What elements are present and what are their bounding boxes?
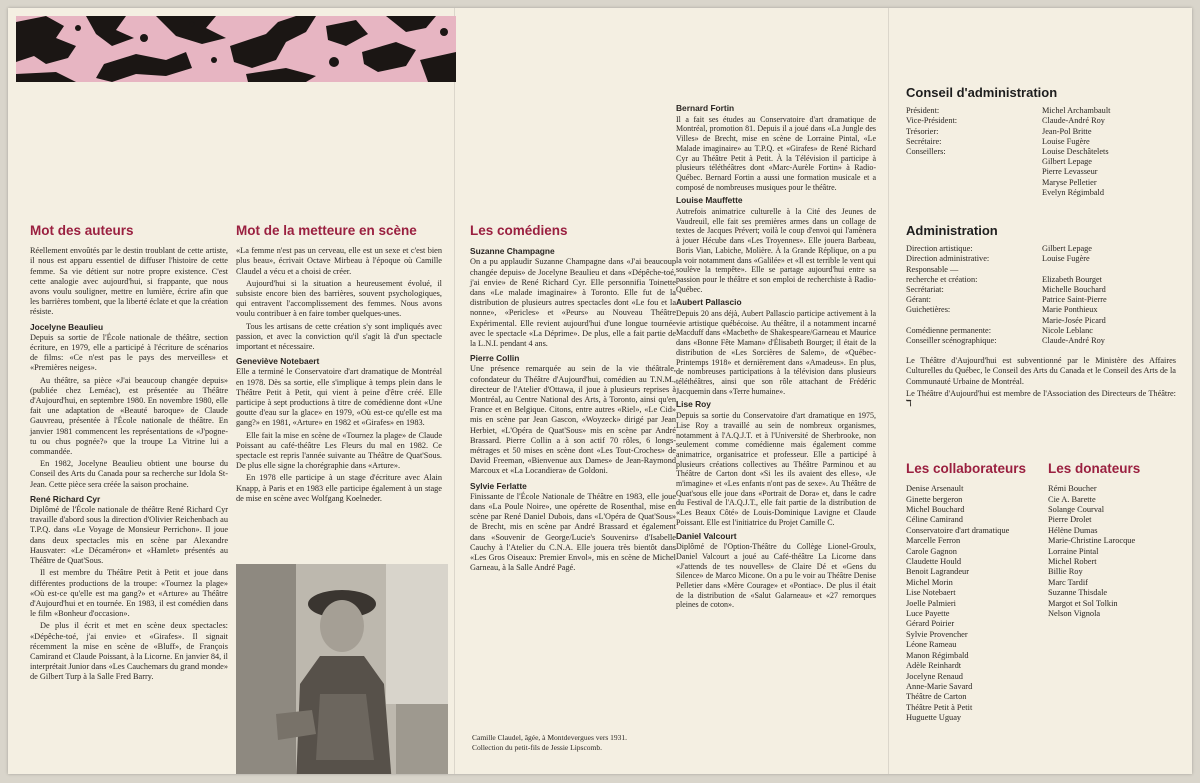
authors-intro: Réellement envoûtés par le destin troublant de cette artiste, il nous est apparu essentiel de diffuser l'histoire de cette femme. Sa vie détient sur notre propre existence. C'est cette analogie avec aujourd'hui, si frappante, que nous avons voulu souligner, mettre en lumière, écrire afin que les barrières tombent, que la liberté éclate et que la création résiste.	[30, 246, 228, 317]
collaborator-name: Gérard Poirier	[906, 619, 955, 629]
staff-row-label: Comédienne permanente:	[906, 325, 992, 335]
board-member-row-value: Louise Fugère	[1042, 136, 1090, 146]
collaborator-name: Denise Arsenault	[906, 484, 964, 494]
actor-name: Lise Roy	[676, 399, 711, 410]
board-member-row-label	[906, 167, 1042, 177]
caption-line: Camille Claudel, âgée, à Montdevergues vers 1931.	[472, 733, 628, 742]
actor-bio: Une présence remarquée au sein de la vie théâtrale, cofondateur du Théâtre d'Aujourd'hui, comédien au T.N.M., directeur de l'Atelier d'Ottawa, il joue à plusieurs reprises à Montréal, au Centre National des Arts, à Toronto, ainsi qu'en France et en Belgique. Citons, entre autres «Riel», «Le Cid» mis en scène par Jean Gascon, «Woyzeck» dirigé par Jean Herbiet, «L'Opéra de Quat'Sous» mis en scène par André Brassard. Pierre Collin a à son actif 70 rôles, 6 longs-métrages et 50 mises en scène dont «Les Tout-Croches» de David Freeman, «Bienvenue aux Dames» de Jean-Raymond Marcoux et «La Locandiera» de Goldoni.	[470, 364, 676, 476]
photo-caption	[472, 733, 682, 752]
staff-row-label: Direction artistique:	[906, 244, 973, 254]
collaborator-name: Lise Notebaert	[906, 588, 956, 598]
staff-row	[906, 275, 1176, 285]
board-list	[906, 106, 1176, 198]
board-member-row	[906, 188, 1176, 198]
collaborator-name: Conservatoire d'art dramatique	[906, 525, 1010, 535]
donor-name: Suzanne Thisdale	[1048, 588, 1108, 598]
actor-bio: Depuis 20 ans déjà, Aubert Pallascio participe activement à la vie artistique québécoise. Au théâtre, il a notamment incarné Macduff dans «Macbeth» de Shakespeare/Garneau et Maurice dans «Bonne Fête Maman» d'Élisabeth Bourget; il était de la distribution de «Les Sorcières de Salem», de «Québec-Printemps 1918» et dernièrement dans «Amadeus». En plus, de nombreuses participations à la télévision dans plusieurs téléthéâtres, ainsi que son rôle attachant de Frédéric Jacquemin dans «Terre humaine».	[676, 309, 876, 396]
board-member-row-value: Pierre Levasseur	[1042, 167, 1098, 177]
director-heading: Mot de la metteure en scène	[236, 223, 417, 238]
staff-row-label: Conseiller scénographique:	[906, 336, 997, 346]
actors-heading: Les comédiens	[470, 223, 568, 238]
ink-splash-graphic	[16, 16, 456, 82]
board-member-row	[906, 167, 1176, 177]
donors-list	[1048, 484, 1184, 619]
donor-name: Michel Robert	[1048, 557, 1097, 567]
actor-name: Louise Mauffette	[676, 195, 743, 206]
board-member-row-label	[906, 157, 1042, 167]
director-intro: Tous les artisans de cette création s'y sont impliqués avec passion, et avec la conviction qu'il s'agit là d'un spectacle important et nécessaire.	[236, 321, 442, 352]
collaborators-section	[906, 461, 1046, 724]
staff-row	[906, 265, 1176, 275]
board-member-row	[906, 178, 1176, 188]
board-heading: Conseil d'administration	[906, 85, 1058, 100]
director-paragraph: En 1978 elle participe à un stage d'écriture avec Alain Knapp, à Paris et en 1983 elle participe également à un stage de mise en scène avec Wolfgang Koelneder.	[236, 473, 442, 503]
board-member-row-label: Secrétaire:	[906, 136, 942, 146]
collaborator-name: Marcelle Ferron	[906, 536, 961, 546]
collaborator-name: Théâtre de Carton	[906, 692, 967, 702]
board-member-row	[906, 137, 1176, 147]
staff-row	[906, 305, 1176, 315]
author-paragraph: De plus il écrit et met en scène deux spectacles: «Dépêche-toé, j'ai envie» et «Girafes». Il signait récemment la mise en scène de «Bluff», de François Camirand et Claude Poissant, à la Licorne. En janvier 84, il interprétait Junior dans «Les Cauchemars du grand monde» de Gilbert Turp à la Salle Fred Barry.	[30, 621, 228, 682]
donor-name: Billie Roy	[1048, 567, 1083, 577]
board-section	[906, 85, 1176, 198]
staff-row-value: Louise Fugère	[1042, 254, 1090, 264]
collaborator-name: Sylvie Provencher	[906, 629, 968, 639]
staff-row-value: Marie Ponthieux	[1042, 305, 1098, 315]
staff-row	[906, 326, 1176, 336]
board-member-row-label	[906, 178, 1042, 188]
staff-row-label: Direction administrative:	[906, 254, 990, 264]
caption-line: Collection du petit-fils de Jessie Lipscomb.	[472, 742, 602, 752]
board-member-row-value: Claude-André Roy	[1042, 116, 1105, 126]
fold-line	[454, 8, 455, 774]
donor-name: Rémi Boucher	[1048, 484, 1097, 494]
board-member-row-value: Louise Deschâtelets	[1042, 147, 1109, 157]
donor-name: Marc Tardif	[1048, 577, 1088, 587]
staff-row-value: Gilbert Lepage	[1042, 244, 1092, 254]
board-member-row-value: Evelyn Régimbald	[1042, 187, 1104, 197]
collaborator-name: Carole Gagnon	[906, 546, 957, 556]
board-member-row	[906, 106, 1176, 116]
collaborator-name: Michel Bouchard	[906, 505, 965, 515]
board-member-row-value: Maryse Pelletier	[1042, 177, 1097, 187]
collaborator-name: Jocelyne Renaud	[906, 671, 963, 681]
membership-note-text: Le Théâtre d'Aujourd'hui est membre de l'Association des Directeurs de Théâtre:	[906, 388, 1176, 398]
donor-name: Pierre Drolet	[1048, 515, 1092, 525]
staff-row	[906, 336, 1176, 346]
staff-row-value: Claude-André Roy	[1042, 336, 1105, 346]
actor-name: Daniel Valcourt	[676, 530, 737, 541]
collaborators-heading: Les collaborateurs	[906, 461, 1027, 476]
director-paragraph: Elle a terminé le Conservatoire d'art dramatique de Montréal en 1978. Dès sa sortie, elle s'implique à temps plein dans le Théâtre Petit à Petit, qui vient à peine d'être créé. Elle participe à sept productions à titre de comédienne dont «Une goutte d'eau sur la glace» en 1979, «Où est-ce qu'elle est ma gang?» en 1981, «Arture» en 1982 et «Girafes» en 1983.	[236, 367, 442, 428]
actor-bio: Il a fait ses études au Conservatoire d'art dramatique de Montréal, promotion 81. Depuis il a joué dans «La Jungle des Villes» de Brecht, mise en scène de Lorraine Pintal, «Le Malade imaginaire» au T.P.Q. et «Girafes» de René Richard Cyr au Théâtre Petit à Petit. À la Télévision il participe à plusieurs téléthéâtres dont «Marc-Aurèle Fortin» à Radio-Québec. Bernard Fortin a aussi une formation musicale et a composé de nombreuses musiques pour le théâtre.	[676, 114, 876, 192]
collaborator-name: Huguette Uguay	[906, 713, 962, 723]
association-logo: ℸ	[906, 399, 912, 409]
actor-bio: Diplômé de l'Option-Théâtre du Collège Lionel-Groulx, Daniel Valcourt a joué au Café-théâtre La Licorne dans «J'attends de tes nouvelles» de Claire Dé et «Gens du Silence» de Marco Micone. On a pu le voir au Théâtre Denise Pelletier dans «Mère Courage» et «Pontiac». De plus il était de la distribution de «Salut Galarneau» et «27 remorques pleines de coton».	[676, 542, 876, 610]
fold-line	[888, 8, 889, 774]
membership-note	[906, 389, 1176, 409]
board-member-row-label: Président:	[906, 106, 940, 116]
donor-name: Margot et Sol Tolkin	[1048, 598, 1118, 608]
staff-row-value: Elizabeth Bourget	[1042, 274, 1102, 284]
administration-list	[906, 244, 1176, 346]
staff-row-label	[906, 316, 1042, 326]
camille-claudel-photo	[236, 564, 448, 774]
director-name: Geneviève Notebaert	[236, 356, 320, 367]
program-sheet	[8, 8, 1192, 774]
collaborator-name: Luce Payette	[906, 609, 950, 619]
collaborator-name: Léone Rameau	[906, 640, 957, 650]
staff-row-value: Nicole Leblanc	[1042, 325, 1093, 335]
collaborator-name: Michel Morin	[906, 577, 953, 587]
author-name: René Richard Cyr	[30, 493, 101, 504]
author-paragraph: Il est membre du Théâtre Petit à Petit et joue dans différentes productions de la troupe: «Tournez la plage» «Où est-ce qu'elle est ma gang?» et «Arture» au Théâtre d'Aujourd'hui et en tournée. En 1983, il est comédien dans le film «Bonheur d'occasion».	[30, 568, 228, 619]
collaborator-name: Claudette Hould	[906, 557, 962, 567]
collaborator-name: Adèle Reinhardt	[906, 661, 962, 671]
board-member-row	[906, 116, 1176, 126]
actor-bio: On a pu applaudir Suzanne Champagne dans «J'ai beaucoup changée depuis» de Jocelyne Beaulieu et dans «Dépêche-toé, j'ai envie» de René Richard Cyr. Elle personnifia Toinette dans «Le malade imaginaire» à Toronto. Elle fut de la distribution de plusieurs autres spectacles dont «Le fou et la nonne», «Pericles» et «Peurs» au Nouveau Théâtre Expérimental. Elle revient aujourd'hui d'une longue tournée avec le spectacle «La Déprime». De plus, elle a fait partie de la L.N.I. pendant 4 ans.	[470, 257, 676, 349]
staff-row-value: Michelle Bouchard	[1042, 285, 1106, 295]
collaborator-name: Anne-Marie Savard	[906, 681, 973, 691]
actor-name: Suzanne Champagne	[470, 246, 555, 257]
actor-bio: Autrefois animatrice culturelle à la Cité des Jeunes de Vaudreuil, elle fait ses premières armes dans un collage de textes de Jacques Prévert; voilà le coup d'envoi qui l'amènera à jouer Hécube dans «Les Troyennes». Elle jouera Barbeau, Boris Vian, Labiche, Molière. À la Grande Réplique, on a pu la voir notamment dans «Galilée» et «Il est terrible le vent qui soulève la tempête». Elle se partage aujourd'hui entre sa passion pour le théâtre et son emploi de recherchiste à Radio-Québec.	[676, 207, 876, 294]
collaborator-name: Théâtre Petit à Petit	[906, 702, 973, 712]
donors-section	[1048, 461, 1184, 619]
board-member-row-label: Vice-Président:	[906, 116, 958, 126]
administration-heading: Administration	[906, 223, 998, 238]
staff-row-label: Gérant:	[906, 295, 931, 305]
donors-heading: Les donateurs	[1048, 461, 1141, 476]
staff-row-label: Secrétariat:	[906, 285, 944, 295]
actor-name: Pierre Collin	[470, 353, 520, 364]
authors-column	[30, 223, 228, 685]
staff-row	[906, 285, 1176, 295]
actor-name: Aubert Pallascio	[676, 297, 742, 308]
actor-name: Bernard Fortin	[676, 103, 735, 113]
collaborator-name: Joelle Palmieri	[906, 598, 957, 608]
collaborator-name: Ginette bergeron	[906, 494, 963, 504]
actor-bio: Depuis sa sortie du Conservatoire d'art dramatique en 1975, Lise Roy a travaillé au sein de nombreux organismes, notamment à l'A.Q.J.T. et à l'Université de Sherbrooke, non seulement comme comédienne mais également comme animatrice, organisatrice et professeur. Elle a participé à plusieurs créations collectives au Théâtre Parminou et au Théâtre de Carton dont «Si les ils avaient des elles», «Je m'imagine» et «Les enfants n'ont pas de sexe». Au Théâtre de Quat'sous elle joue dans «Portrait de Dora» et, dans le cadre du Festival de l'A.Q.J.T., elle fait partie de la distribution de «Les Beaux Côté» de Louis-Dominique Lavigne et Claude Poissant. Elle est l'initiatrice du Projet Camille C.	[676, 411, 876, 527]
author-paragraph: Depuis sa sortie de l'École nationale de théâtre, section écriture, en 1979, elle a participé à l'écriture de scénarios de films: «Ce n'est pas le pays des merveilles» et «Premières neiges».	[30, 332, 228, 373]
donor-name: Nelson Vignola	[1048, 609, 1101, 619]
staff-row-label: Responsable —	[906, 264, 959, 274]
donor-name: Lorraine Pintal	[1048, 546, 1099, 556]
board-member-row	[906, 157, 1176, 167]
staff-row	[906, 254, 1176, 264]
collaborator-name: Céline Camirand	[906, 515, 963, 525]
collaborator-name: Manon Régimbald	[906, 650, 969, 660]
donor-name: Marie-Christine Larocque	[1048, 536, 1136, 546]
director-intro: «La femme n'est pas un cerveau, elle est un sexe et c'est bien plus beau», écrivait Octave Mirbeau à l'époque où Camille Claudel a vécu et a choisi de créer.	[236, 246, 442, 276]
collaborators-list	[906, 484, 1046, 723]
director-column	[236, 223, 442, 506]
board-member-row-label	[906, 188, 1042, 198]
actor-name: Sylvie Ferlatte	[470, 480, 527, 491]
author-paragraph: Diplômé de l'École nationale de théâtre René Richard Cyr travaille d'abord sous la direction d'Olivier Reichenbach au T.P.Q. dans «Le Voyage de Monsieur Perrichon». Il joue dans deux spectacles mis en scène par Alexandre Hausvater: «Le Décaméron» et «Hamlet» présentés au Théâtre de Quat'Sous.	[30, 505, 228, 566]
actors-right-column	[676, 104, 876, 612]
author-paragraph: Au théâtre, sa pièce «J'ai beaucoup changée depuis» (publiée chez Leméac), est présentée au Théâtre d'Aujourd'hui, en septembre 1980. En novembre 1980, elle fait une adaptation de «Beauté baroque» de Claude Gauvreau, présentée à l'École nationale de théâtre. En janvier 1981 commencent les représentations de «J'pogne-tu ou chus pognée?» que la troupe La Vitrine lui a commandée.	[30, 375, 228, 457]
staff-row-label: Guichetières:	[906, 305, 951, 315]
director-intro: Aujourd'hui si la situation a heureusement évolué, il subsiste encore bien des barrières, souvent psychologiques, qui entravent l'accomplissement des femmes. Nous avons voulu contribuer à en faire tomber quelques-unes.	[236, 278, 442, 319]
board-member-row-value: Michel Archambault	[1042, 106, 1111, 116]
board-member-row	[906, 127, 1176, 137]
author-name: Jocelyne Beaulieu	[30, 321, 104, 332]
staff-row	[906, 295, 1176, 305]
collaborator-name: Benoit Lagrandeur	[906, 567, 970, 577]
actor-bio: Finissante de l'École Nationale de Théâtre en 1983, elle joue dans «La Poule Noire», une opérette de Rosenthal, mise en scène par René Daniel Dubois, dans «L'Opéra de Quat'Sous» de Brecht, mis en scène par André Brassard et également dans «Souvenir de George/Lucie's Souvenirs» d'Isabelle Cauchy à l'Atelier du C.N.A. Elle jouera très bientôt dans «Les Gros Oiseaux: Premier Envol», mis en scène de Michel Garneau, à la Salle André Pagé.	[470, 491, 676, 573]
board-member-row-label: Conseillers:	[906, 147, 946, 157]
administration-section	[906, 223, 1176, 411]
staff-row	[906, 316, 1176, 326]
board-member-row-value: Gilbert Lepage	[1042, 157, 1092, 167]
director-paragraph: Elle fait la mise en scène de «Tournez la plage» de Claude Poissant au café-théâtre Les Fleurs du mal en 1982. Ce spectacle est repris l'année suivante au Théâtre de Quat'Sous. De plus elle signe la chorégraphie dans «Arture».	[236, 430, 442, 471]
board-member-row-value: Jean-Pol Britte	[1042, 126, 1092, 136]
portrait-image	[236, 564, 448, 774]
staff-row-value: Marie-Josée Picard	[1042, 315, 1106, 325]
ink-banner	[16, 16, 456, 82]
author-paragraph: En 1982, Jocelyne Beaulieu obtient une bourse du Conseil des Arts du Canada pour sa recherche sur Idola St-Jean. Cette pièce sera créée la saison prochaine.	[30, 459, 228, 489]
board-member-row	[906, 147, 1176, 157]
donor-name: Hélène Dumas	[1048, 525, 1098, 535]
funding-note: Le Théâtre d'Aujourd'hui est subventionné par le Ministère des Affaires Culturelles du Québec, le Conseil des Arts du Canada et le Conseil des Arts de la Communauté Urbaine de Montréal.	[906, 356, 1176, 386]
staff-row-label: recherche et création:	[906, 274, 978, 284]
staff-row-value: Patrice Saint-Pierre	[1042, 295, 1107, 305]
donor-name: Cie A. Barette	[1048, 494, 1096, 504]
donor-name: Solange Courval	[1048, 505, 1105, 515]
board-member-row-label: Trésorier:	[906, 126, 939, 136]
authors-heading: Mot des auteurs	[30, 223, 134, 238]
staff-row	[906, 244, 1176, 254]
actors-left-column	[470, 223, 676, 576]
